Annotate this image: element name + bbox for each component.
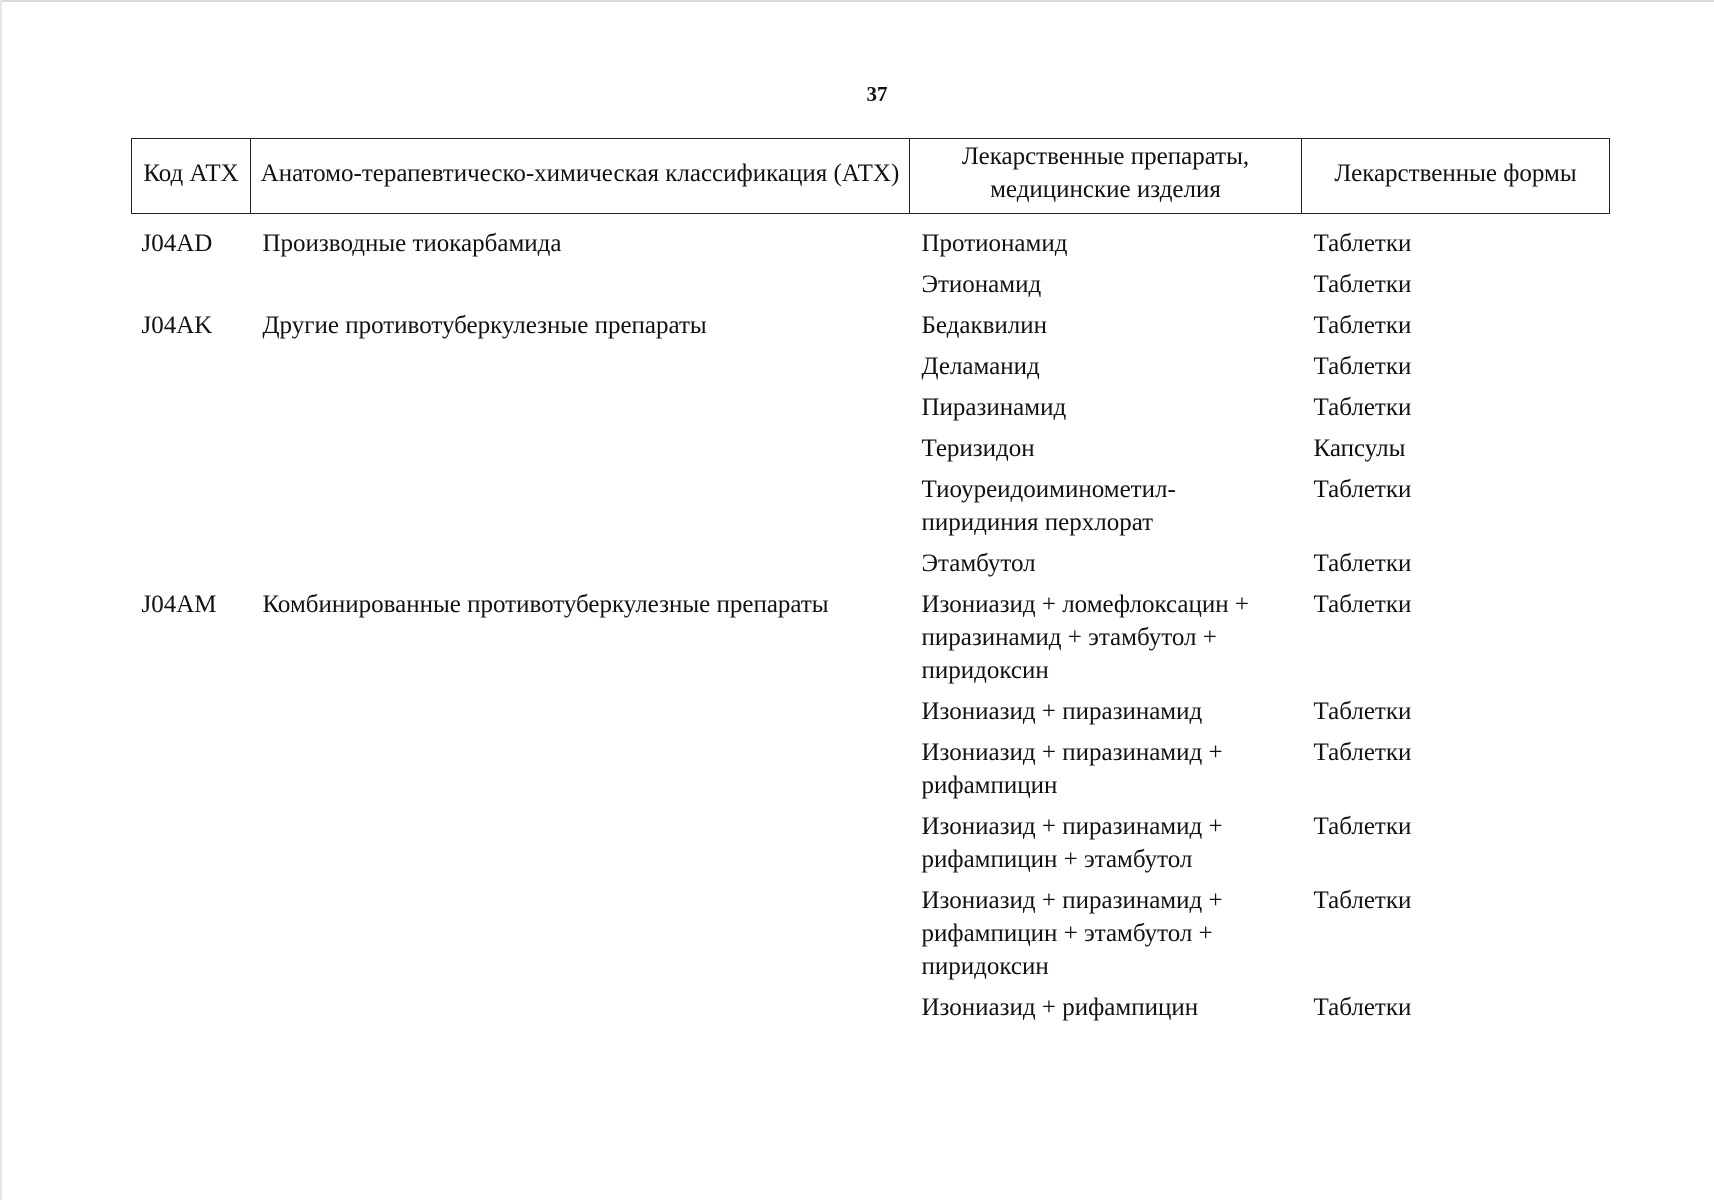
atx-code-cell [132,692,251,733]
table-row [132,470,1610,544]
dosage-form-cell: Таблетки [1313,591,1412,618]
table-row [132,692,1610,733]
dosage-form-cell: Таблетки [1313,394,1412,421]
dosage-form-cell: Таблетки [1313,476,1412,503]
atx-classification-cell [251,265,910,306]
atx-code-cell [132,733,251,807]
table-row [132,881,1610,988]
header-row [132,139,1610,214]
atx-classification-cell: Комбинированные противотуберкулезные препараты [262,591,829,618]
drug-name-cell: Бедаквилин [921,312,1048,339]
atx-classification-cell [251,429,910,470]
atx-classification-cell: Производные тиокарбамида [262,230,562,257]
atx-code-cell [132,470,251,544]
dosage-form-cell: Таблетки [1313,739,1412,766]
atx-code-cell [132,988,251,1029]
atx-code-cell: J04AM [141,591,217,618]
atx-classification-cell [251,347,910,388]
drug-name-cell: Деламанид [921,353,1040,380]
table-row [132,807,1610,881]
dosage-form-cell: Таблетки [1313,312,1412,339]
table-row [132,224,1610,265]
atx-classification-cell [251,881,910,988]
atx-code-cell: J04AD [141,230,213,257]
drug-name-cell: Теризидон [921,435,1035,462]
drug-name-cell: Изониазид + ломефлоксацин + пиразинамид + этамбутол + пиридоксин [921,591,1249,684]
atx-classification-cell: Другие противотуберкулезные препараты [262,312,707,339]
table-row [132,265,1610,306]
table-row [132,585,1610,692]
dosage-form-cell: Таблетки [1313,887,1412,914]
scan-edge-top [0,0,1714,2]
dosage-form-cell: Таблетки [1313,994,1412,1021]
drug-name-cell: Пиразинамид [921,394,1067,421]
drug-name-cell: Протионамид [921,230,1068,257]
atx-classification-cell [251,692,910,733]
atx-classification-cell [251,988,910,1029]
table-body [132,214,1610,1030]
atx-code-cell [132,807,251,881]
atx-code-cell [132,388,251,429]
header-drugs: Лекарственные препараты, медицинские изделия [910,139,1302,214]
atx-code-cell [132,265,251,306]
atx-classification-cell [251,807,910,881]
drug-name-cell: Изониазид + рифампицин [921,994,1199,1021]
table-row [132,388,1610,429]
table-row [132,347,1610,388]
drug-name-cell: Изониазид + пиразинамид [921,698,1203,725]
atx-code-cell [132,429,251,470]
drug-name-cell: Этионамид [921,271,1042,298]
spacer-row [132,214,1610,225]
dosage-form-cell: Таблетки [1313,550,1412,577]
dosage-form-cell: Таблетки [1313,813,1412,840]
table-row [132,733,1610,807]
drug-name-cell: Тиоуреидоиминометил-пиридиния перхлорат [921,476,1176,536]
scan-edge-left [0,0,2,1200]
atx-drug-table [131,138,1610,1029]
atx-code-cell [132,544,251,585]
dosage-form-cell: Таблетки [1313,230,1412,257]
table-row [132,306,1610,347]
table-row [132,988,1610,1029]
atx-classification-cell [251,544,910,585]
dosage-form-cell: Капсулы [1313,435,1406,462]
header-classification: Анатомо-терапевтическо-химическая классификация (АТХ) [251,139,910,214]
drug-name-cell: Изониазид + пиразинамид + рифампицин [921,739,1223,799]
atx-code-cell: J04AK [141,312,213,339]
drug-name-cell: Этамбутол [921,550,1036,577]
table-row [132,429,1610,470]
drug-name-cell: Изониазид + пиразинамид + рифампицин + этамбутол + пиридоксин [921,887,1223,980]
page-number: 37 [866,82,888,106]
header-forms: Лекарственные формы [1302,139,1610,214]
header-code: Код АТХ [132,139,251,214]
atx-code-cell [132,347,251,388]
dosage-form-cell: Таблетки [1313,698,1412,725]
table-row [132,544,1610,585]
drug-name-cell: Изониазид + пиразинамид + рифампицин + этамбутол [921,813,1223,873]
table-header [132,139,1610,214]
dosage-form-cell: Таблетки [1313,271,1412,298]
atx-classification-cell [251,470,910,544]
dosage-form-cell: Таблетки [1313,353,1412,380]
atx-classification-cell [251,388,910,429]
atx-code-cell [132,881,251,988]
atx-classification-cell [251,733,910,807]
